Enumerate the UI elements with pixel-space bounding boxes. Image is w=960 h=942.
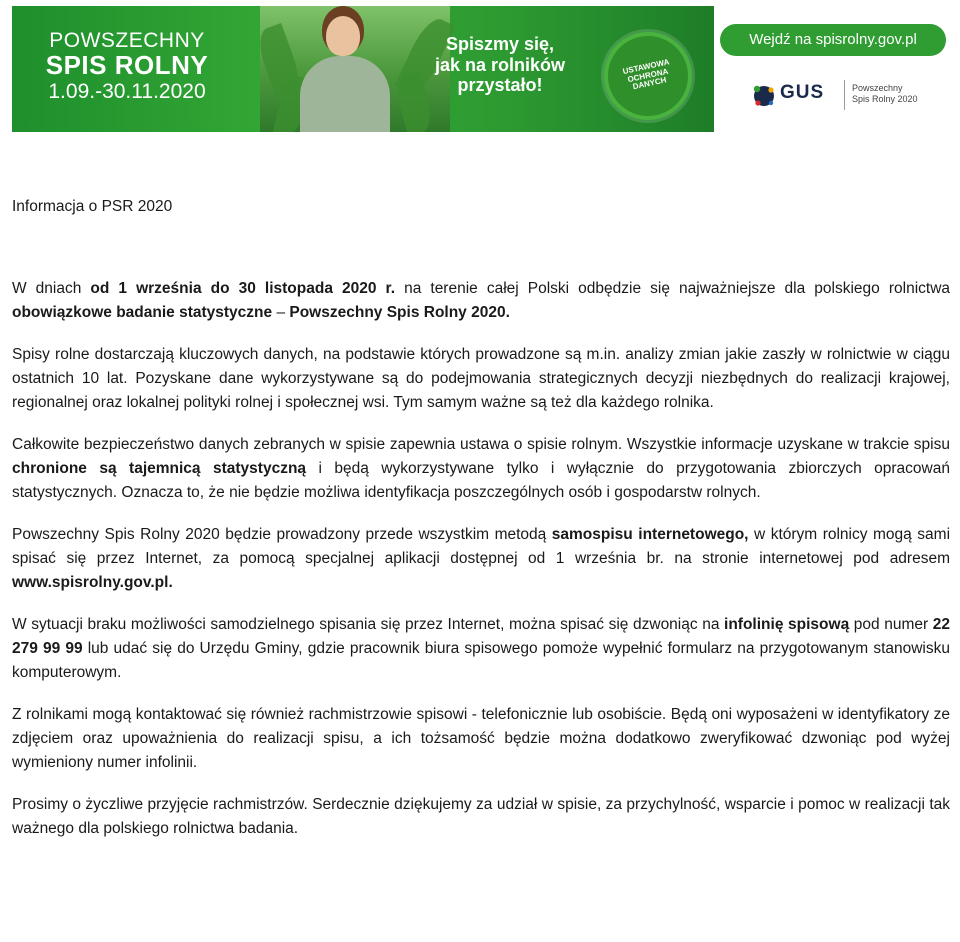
gus-divider: [844, 80, 845, 110]
gus-logo: [752, 78, 952, 112]
p5-text-3: lub udać się do Urzędu Gminy, gdzie pracownik biura spisowego pomoże wypełnić formularz na przygotowanym stanowisku komputerowym.: [12, 640, 950, 681]
slogan-line2: jak na rolników: [434, 54, 566, 75]
document-body: [12, 195, 950, 841]
p4-text-1: Powszechny Spis Rolny 2020 będzie prowadzony przede wszystkim metodą: [12, 526, 552, 543]
p4-bold-self-census: samospisu internetowego,: [551, 526, 749, 543]
farmer-figure: [300, 56, 390, 132]
paragraph-purpose: Spisy rolne dostarczają kluczowych danych, na podstawie których prowadzone są m.in. analizy zmian jakie zaszły w rolnictwie w ciągu ostatnich 10 lat. Pozyskane dane wykorzystywane są do podejmowania strategicznych decyzji niezbędnych do realizacji krajowej, regionalnej oraz lokalnej polityki rolnej i społecznej wsi. Tym samym ważne są też dla każdego rolnika.: [12, 346, 950, 411]
spisrolny-link-button[interactable]: Wejdź na spisrolny.gov.pl: [720, 24, 946, 56]
p1-bold-census-name: Powszechny Spis Rolny 2020.: [289, 304, 510, 321]
p5-text-1: W sytuacji braku możliwości samodzielnego spisania się przez Internet, można spisać się dzwoniąc na: [12, 616, 725, 633]
data-protection-seal-icon: [601, 29, 696, 124]
paragraph-hotline: [12, 613, 950, 685]
p1-text-2: na terenie całej Polski odbędzie się najważniejsze dla polskiego rolnictwa: [395, 280, 951, 297]
paragraph-online-method: [12, 523, 950, 595]
banner-title-line1: POWSZECHNY: [49, 29, 205, 52]
seal-text: USTAWOWA OCHRONA DANYCH: [621, 57, 671, 92]
document-heading: Informacja o PSR 2020: [12, 198, 173, 215]
gus-subtitle: [852, 83, 918, 106]
gus-dots-icon: [752, 84, 776, 108]
slogan-line1: Spiszmy się,: [445, 34, 555, 54]
p3-text-2: i będą wykorzystywane tylko i wyłącznie do przygotowania zbiorczych opracowań statystycznych. Oznacza to, że nie będzie możliwa identyfikacja poszczególnych osób i gospodarstw rolnych.: [12, 460, 950, 501]
gus-subtitle-line2: Spis Rolny 2020: [852, 94, 918, 105]
p5-bold-phone: 22 279 99 99: [12, 616, 950, 657]
p3-text-1: Całkowite bezpieczeństwo danych zebranych w spisie zapewnia ustawa o spisie rolnym. Wszystkie informacje uzyskane w trakcie spisu: [12, 436, 950, 453]
paragraph-security: [12, 433, 950, 505]
p4-text-2: w którym rolnicy mogą sami spisać się przez Internet, za pomocą specjalnej aplikacji dostępnej od 1 września br. na stronie internetowej pod adresem: [12, 526, 951, 567]
p5-text-2: pod numer: [849, 616, 933, 633]
p1-bold-dates: od 1 września do 30 listopada 2020 r.: [90, 280, 396, 297]
gus-subtitle-line1: Powszechny: [852, 83, 903, 93]
banner-dates: 1.09.-30.11.2020: [48, 80, 206, 104]
paragraph-thanks: Prosimy o życzliwe przyjęcie rachmistrzów. Serdecznie dziękujemy za udział w spisie, za przychylność, wsparcie i pomoc w realizacji tak ważnego dla polskiego rolnictwa badania.: [12, 796, 950, 837]
banner-green-panel: [12, 6, 714, 132]
p5-bold-hotline: infolinię spisową: [724, 616, 850, 633]
p4-bold-website: www.spisrolny.gov.pl.: [12, 574, 173, 591]
p3-bold-secrecy: chronione są tajemnicą statystyczną: [12, 460, 307, 477]
banner-slogan: [417, 34, 583, 96]
census-banner: [12, 6, 948, 132]
farmer-head: [326, 16, 360, 56]
paragraph-enumerators: Z rolnikami mogą kontaktować się również rachmistrzowie spisowi - telefonicznie lub osobiście. Będą oni wyposażeni w identyfikatory ze zdjęciem oraz upoważnienia do realizacji spisu, a ich tożsamość będzie można dodatkowo zweryfikować dzwoniąc pod wyżej wymieniony numer infolinii.: [12, 706, 950, 771]
banner-title-line2: SPIS ROLNY: [45, 50, 209, 81]
p1-bold-survey: obowiązkowe badanie statystyczne: [12, 304, 273, 321]
gus-wordmark: GUS: [780, 82, 825, 103]
p1-text-3: –: [272, 304, 290, 321]
paragraph-dates: [12, 277, 950, 325]
banner-title: [32, 30, 222, 103]
p1-text-1: W dniach: [12, 280, 91, 297]
slogan-line3: przystało!: [457, 75, 543, 96]
